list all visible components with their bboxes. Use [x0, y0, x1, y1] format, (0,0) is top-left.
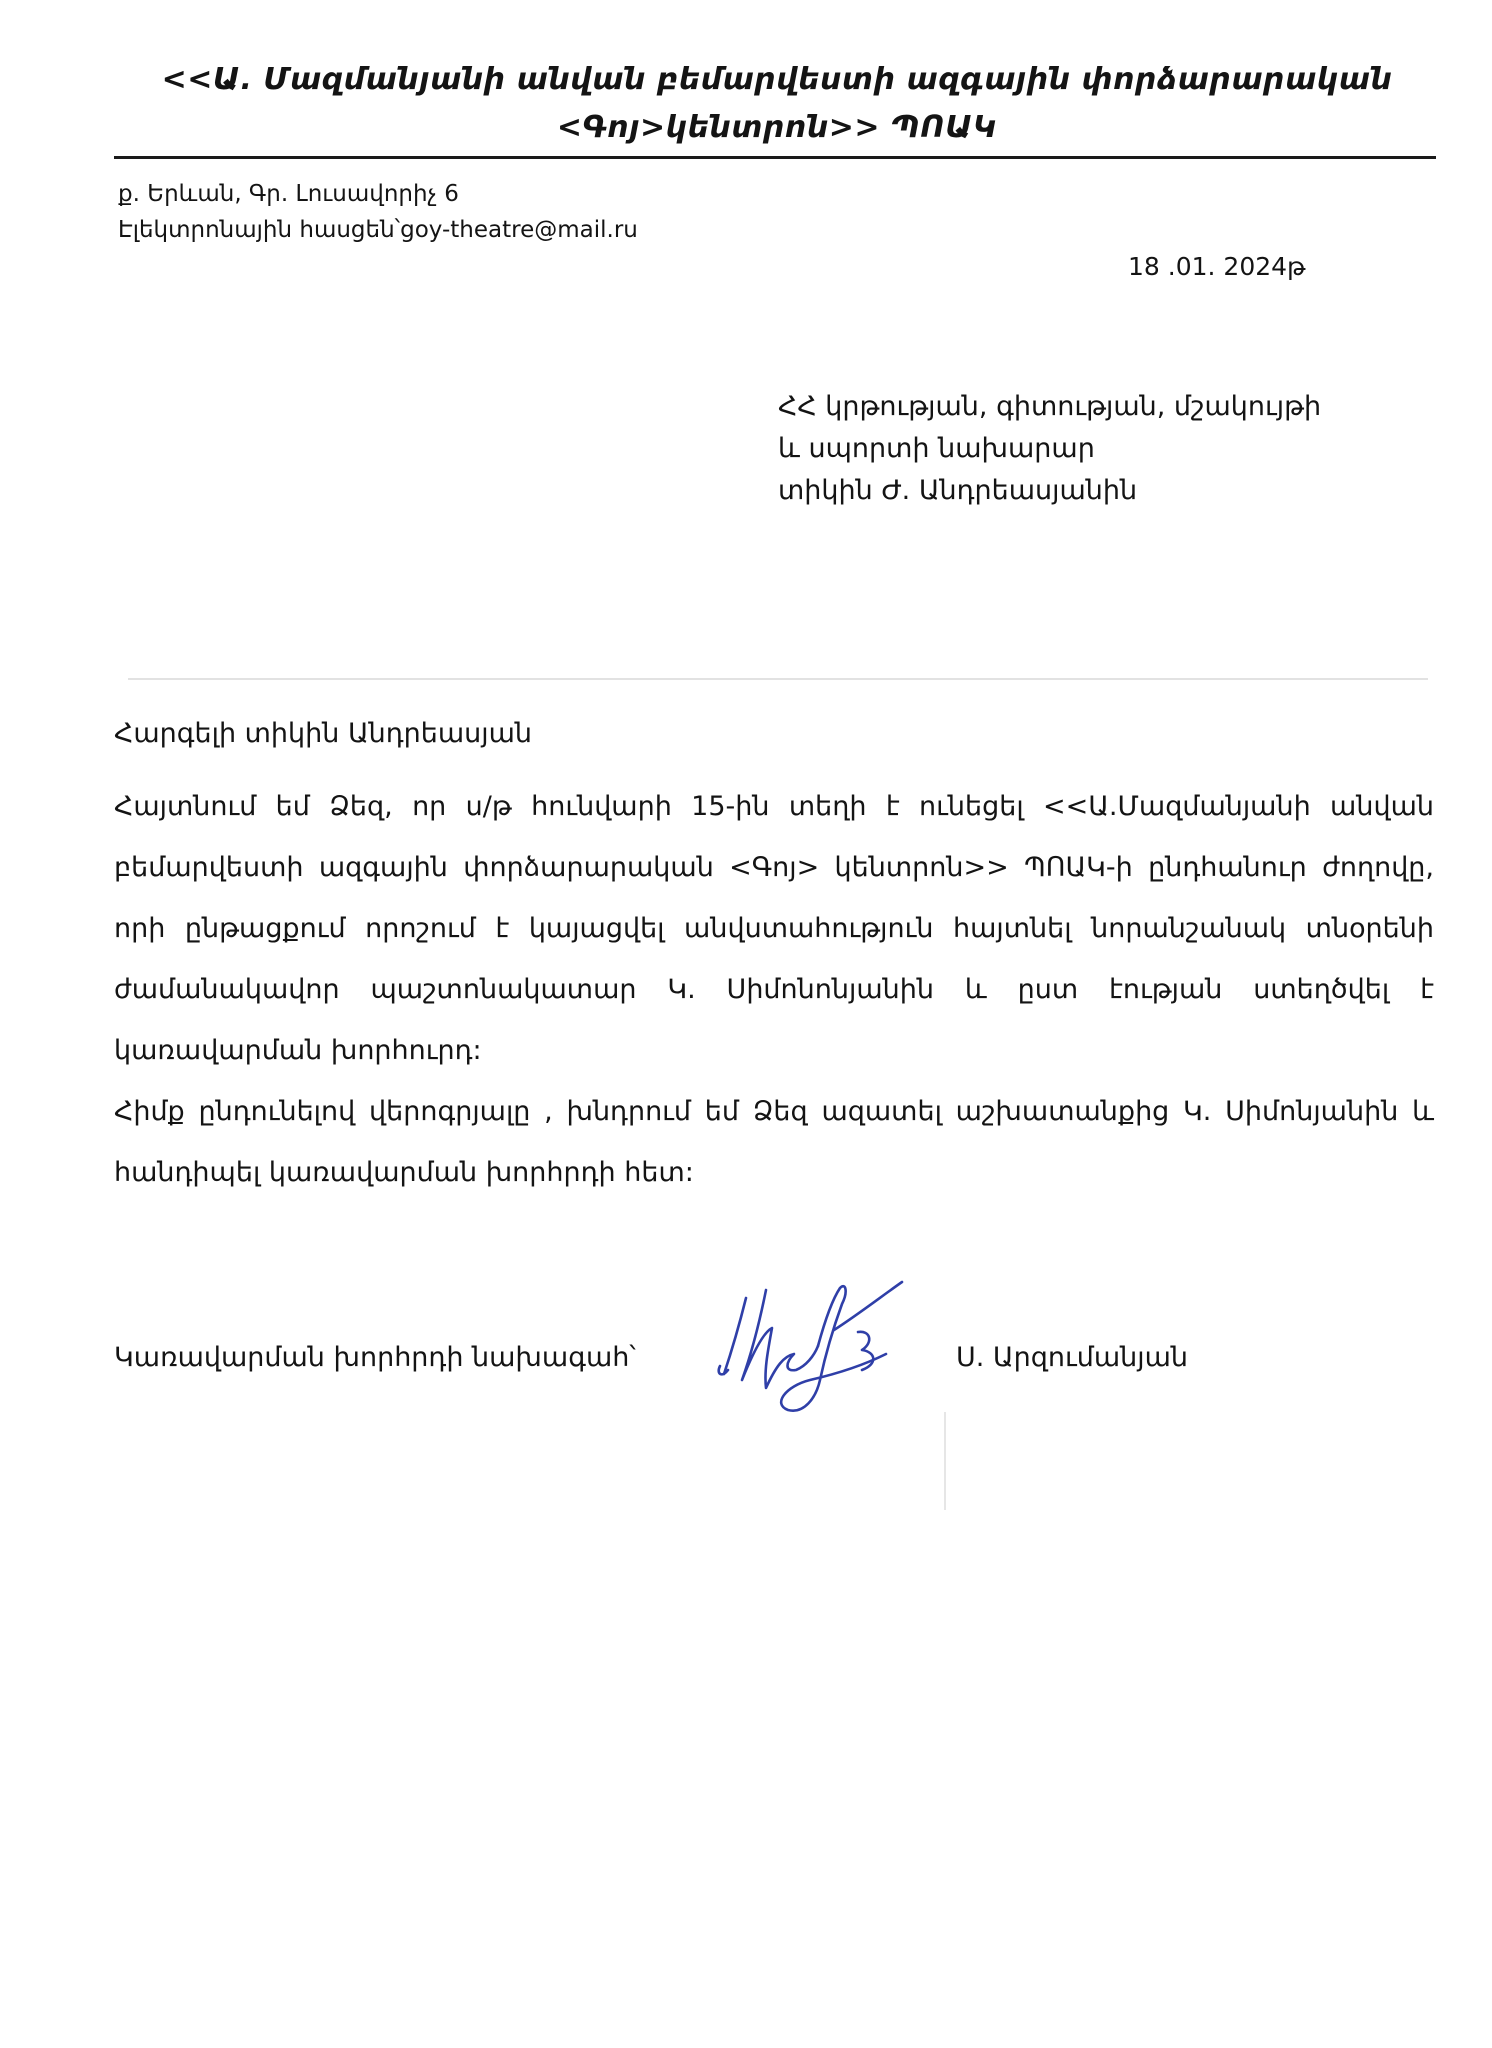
letterhead-line-2: <Գոյ>կենտրոն>> ՊՈԱԿ — [556, 110, 998, 145]
contact-address: ք. Երևան, Գր. Լուսավորիչ 6 — [118, 181, 459, 207]
body-paragraph-2: Հիմք ընդունելով վերոգրյալը , խնդրում եմ Ձեզ ազատել աշխատանքից Կ. Սիմոնյանին և հանդիպել կառավարման խորհրդի հետ: — [114, 1096, 1434, 1188]
letterhead-divider — [114, 156, 1436, 159]
letter-date: 18 .01. 2024թ — [1128, 252, 1306, 281]
bleed-through-mark — [944, 1412, 946, 1510]
bleed-through-rule — [128, 678, 1428, 680]
letterhead-line-1: <<Ա. Մազմանյանի անվան բեմարվեստի ազգային փորձարարական — [161, 62, 1393, 97]
letterhead — [118, 56, 1436, 152]
letter-body — [114, 776, 1434, 1203]
salutation: Հարգելի տիկին Անդրեասյան — [114, 718, 533, 749]
recipient-block — [778, 386, 1321, 512]
recipient-line-2: և սպորտի նախարար — [778, 433, 1095, 464]
contact-email: Էլեկտրոնային հասցեն՝goy-theatre@mail.ru — [118, 217, 638, 243]
recipient-line-1: ՀՀ կրթության, գիտության, մշակույթի — [778, 391, 1322, 422]
signatory-title: Կառավարման խորհրդի նախագահ՝ — [114, 1342, 636, 1373]
recipient-line-3: տիկին Ժ. Անդրեասյանին — [778, 475, 1138, 506]
contact-block — [118, 176, 638, 248]
body-paragraph-1: Հայտնում եմ Ձեզ, որ ս/թ հունվարի 15-ին տեղի է ունեցել <<Ա.Մազմանյանի անվան բեմարվեստի ազգային փորձարարական <Գոյ> կենտրոն>> ՊՈԱԿ-ի ընդհանուր ժողովը, որի ընթացքում որոշում է կայացվել անվստահություն հայտնել նորանշանակ տնօրենի ժամանակավոր պաշտոնակատար Կ. Սիմոնոնյանին և ըստ էության ստեղծվել է կառավարման խորհուրդ: — [114, 791, 1434, 1066]
handwritten-signature — [706, 1270, 926, 1420]
signatory-name: Ս. Արզումանյան — [956, 1342, 1188, 1373]
